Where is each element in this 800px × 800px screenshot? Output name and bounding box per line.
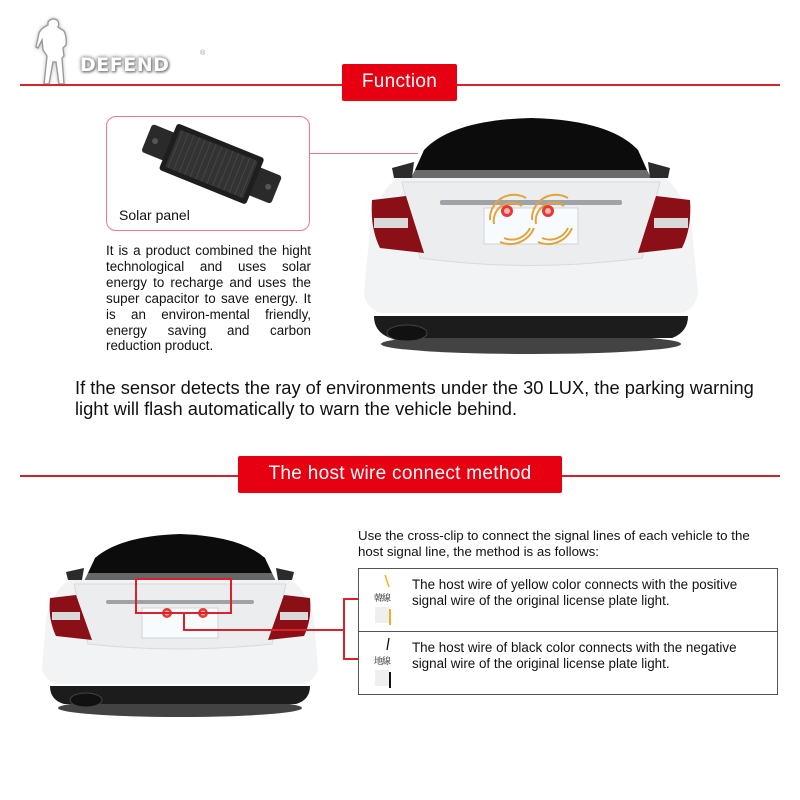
connector-line xyxy=(183,629,344,631)
plate-highlight-box xyxy=(135,578,232,614)
section-title-host-wire: The host wire connect method xyxy=(238,456,562,493)
product-description: It is a product combined the hight technological and uses solar energy to recharge and uses the super capacitor to save energy. It is an environ-mental friendly, energy saving and carbon reduction product. xyxy=(106,243,311,354)
wire-label-chars: 韓線 xyxy=(374,594,391,604)
car-rear-flashing-image xyxy=(362,108,700,358)
defend-logo xyxy=(22,18,206,86)
yellow-wire-instruction: The host wire of yellow color connects with the positive signal wire of the original license plate light. xyxy=(412,577,738,608)
car-rear-plate-highlight-image xyxy=(40,528,320,718)
solar-panel-icon xyxy=(137,121,287,206)
wire-label-chars: 地線 xyxy=(374,657,391,667)
registered-mark: ® xyxy=(200,50,206,57)
wire-bracket xyxy=(343,598,359,660)
solar-panel-card xyxy=(106,116,310,231)
wire-row-yellow xyxy=(359,569,777,632)
wire-instructions-table xyxy=(358,568,778,695)
black-wire-icon xyxy=(371,636,401,690)
solar-panel-label: Solar panel xyxy=(119,207,190,223)
brand-name: DEFEND xyxy=(80,54,170,76)
connection-intro: Use the cross-clip to connect the signal lines of each vehicle to the host signal line, the method is as follows: xyxy=(358,528,750,559)
clip-body xyxy=(375,607,389,623)
section-title-function: Function xyxy=(342,64,457,101)
sensor-notice: If the sensor detects the ray of environments under the 30 LUX, the parking warning light will flash automatically to warn the vehicle behind. xyxy=(75,377,754,419)
defender-figure-icon xyxy=(24,14,84,86)
clip-body xyxy=(375,670,389,686)
wire-row-black xyxy=(359,632,777,694)
black-wire-instruction: The host wire of black color connects with the negative signal wire of the original license plate light. xyxy=(412,640,737,671)
yellow-wire-icon xyxy=(371,573,401,627)
